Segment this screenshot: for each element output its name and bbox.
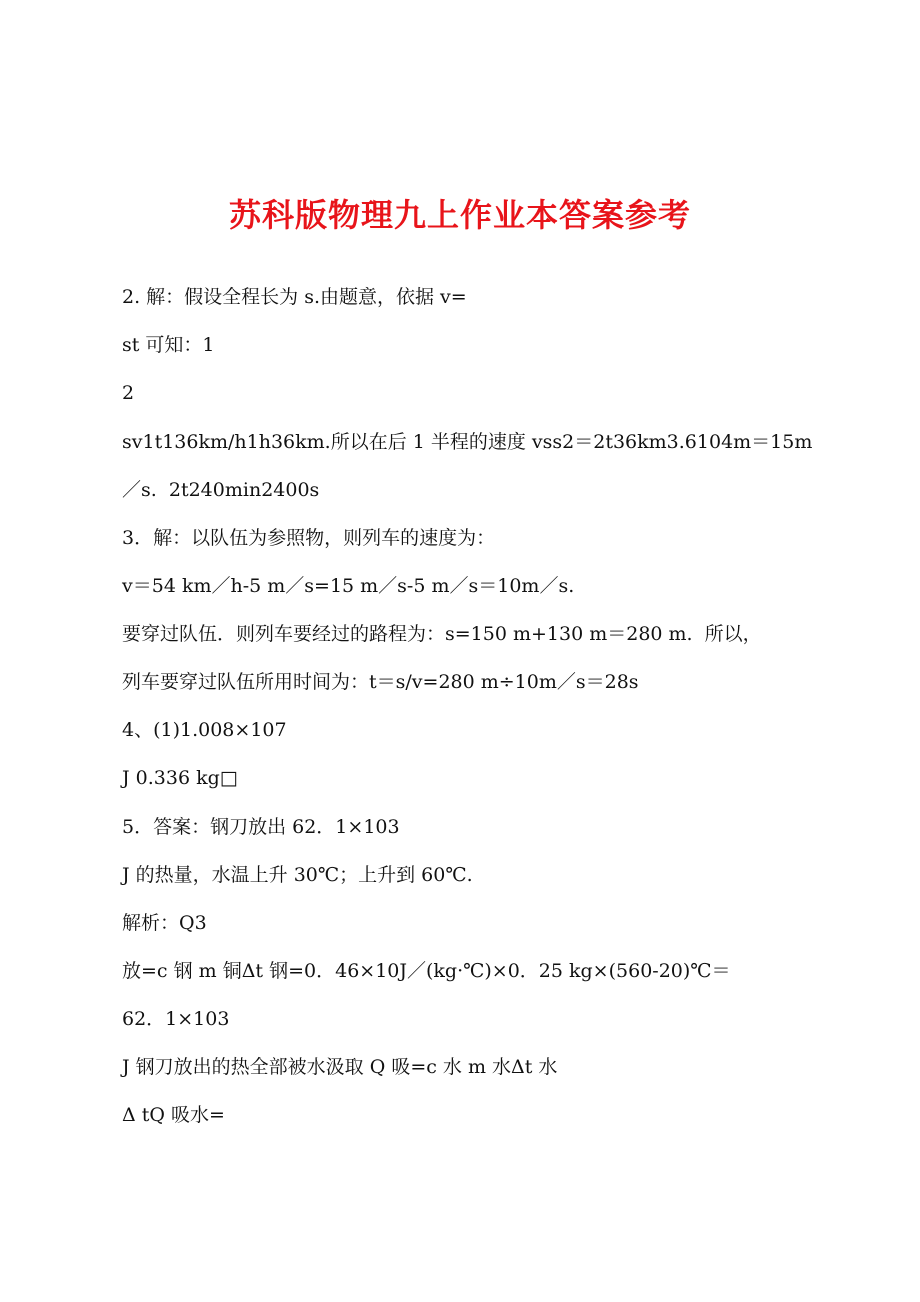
- text-line: 5．答案：钢刀放出 62．1×103: [122, 816, 400, 838]
- text-line: st 可知：1: [122, 334, 215, 356]
- text-line: 3．解：以队伍为参照物，则列车的速度为：: [122, 527, 496, 549]
- text-line: 放=c 钢 m 铜Δt 钢=0．46×10J／(kg·℃)×0．25 kg×(560-20)℃＝: [122, 960, 731, 982]
- text-line: v＝54 km／h-5 m／s=15 m／s-5 m／s＝10m／s.: [122, 575, 575, 597]
- document-title: 苏科版物理九上作业本答案参考: [228, 196, 691, 234]
- text-line: Δ tQ 吸水=: [122, 1104, 225, 1126]
- text-line: 列车要穿过队伍所用时间为：t＝s/v=280 m÷10m／s＝28s: [122, 671, 639, 693]
- text-line: 2: [122, 382, 135, 404]
- text-line: 要穿过队伍．则列车要经过的路程为：s=150 m+130 m＝280 m. 所以，: [122, 623, 762, 645]
- text-line: ／s. 2t240min2400s: [122, 479, 320, 501]
- text-line: sv1t136km/h1h36km.所以在后 1 半程的速度 vss2＝2t36km3.6104m＝15m: [122, 431, 813, 453]
- text-line: J 0.336 kg□: [122, 767, 238, 789]
- text-line: J 的热量，水温上升 30℃；上升到 60℃.: [122, 864, 473, 886]
- text-line: J 钢刀放出的热全部被水汲取 Q 吸=c 水 m 水Δt 水: [122, 1056, 558, 1078]
- text-line: 解析：Q3: [122, 912, 207, 934]
- text-line: 4、(1)1.008×107: [122, 719, 287, 741]
- text-line: 62．1×103: [122, 1008, 230, 1030]
- text-line: 2. 解：假设全程长为 s.由题意，依据 v=: [122, 286, 467, 308]
